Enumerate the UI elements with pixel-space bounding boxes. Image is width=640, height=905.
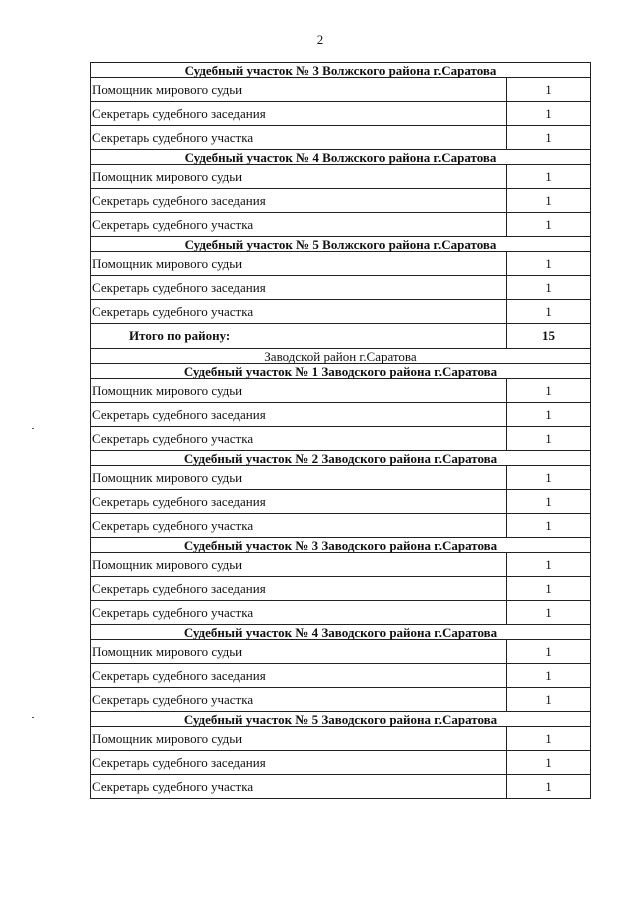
table-row: [91, 601, 591, 625]
table-row: [91, 379, 591, 403]
section-header-row: [91, 63, 591, 78]
total-value: 15: [507, 324, 591, 349]
page-number: 2: [316, 32, 324, 47]
section-title: Судебный участок № 3 Заводского района г.Саратова: [91, 538, 591, 553]
section-title: Судебный участок № 4 Волжского района г.Саратова: [91, 150, 591, 165]
table-row: [91, 577, 591, 601]
position-name: Секретарь судебного заседания: [91, 102, 507, 126]
position-name: Помощник мирового судьи: [91, 553, 507, 577]
position-name: Секретарь судебного заседания: [91, 577, 507, 601]
position-name: Помощник мирового судьи: [91, 252, 507, 276]
table-row: [91, 276, 591, 300]
position-name: Помощник мирового судьи: [91, 466, 507, 490]
position-count: 1: [507, 775, 591, 799]
table-row: [91, 165, 591, 189]
district-header-row: [91, 349, 591, 364]
table-row: [91, 553, 591, 577]
position-name: Секретарь судебного участка: [91, 427, 507, 451]
position-name: Секретарь судебного участка: [91, 688, 507, 712]
position-count: 1: [507, 490, 591, 514]
table-row: [91, 102, 591, 126]
position-count: 1: [507, 78, 591, 102]
position-name: Секретарь судебного заседания: [91, 751, 507, 775]
position-count: 1: [507, 189, 591, 213]
scan-mark: [32, 428, 34, 429]
position-name: Помощник мирового судьи: [91, 727, 507, 751]
section-title: Судебный участок № 5 Волжского района г.Саратова: [91, 237, 591, 252]
position-name: Помощник мирового судьи: [91, 165, 507, 189]
section-header-row: [91, 150, 591, 165]
scan-mark: [32, 717, 34, 718]
position-name: Секретарь судебного участка: [91, 213, 507, 237]
position-count: 1: [507, 126, 591, 150]
section-header-row: [91, 538, 591, 553]
position-name: Секретарь судебного участка: [91, 775, 507, 799]
position-count: 1: [507, 466, 591, 490]
position-count: 1: [507, 213, 591, 237]
position-count: 1: [507, 577, 591, 601]
section-title: Судебный участок № 3 Волжского района г.Саратова: [91, 63, 591, 78]
table-row: [91, 775, 591, 799]
position-name: Секретарь судебного заседания: [91, 189, 507, 213]
position-count: 1: [507, 403, 591, 427]
position-count: 1: [507, 553, 591, 577]
table-row: [91, 688, 591, 712]
table-row: [91, 427, 591, 451]
staff-table: [90, 62, 591, 799]
table-row: [91, 751, 591, 775]
table-row: [91, 466, 591, 490]
table-row: [91, 640, 591, 664]
position-name: Секретарь судебного заседания: [91, 403, 507, 427]
position-count: 1: [507, 276, 591, 300]
table-row: [91, 727, 591, 751]
total-row: [91, 324, 591, 349]
position-count: 1: [507, 427, 591, 451]
table-row: [91, 252, 591, 276]
position-count: 1: [507, 165, 591, 189]
section-title: Судебный участок № 2 Заводского района г.Саратова: [91, 451, 591, 466]
position-name: Помощник мирового судьи: [91, 640, 507, 664]
section-title: Судебный участок № 1 Заводского района г.Саратова: [91, 364, 591, 379]
position-count: 1: [507, 252, 591, 276]
position-count: 1: [507, 300, 591, 324]
table-row: [91, 664, 591, 688]
table-row: [91, 514, 591, 538]
section-header-row: [91, 364, 591, 379]
district-title: Заводской район г.Саратова: [91, 349, 591, 364]
section-title: Судебный участок № 5 Заводского района г.Саратова: [91, 712, 591, 727]
position-count: 1: [507, 102, 591, 126]
position-count: 1: [507, 727, 591, 751]
section-header-row: [91, 237, 591, 252]
section-title: Судебный участок № 4 Заводского района г.Саратова: [91, 625, 591, 640]
staff-table-body: [91, 63, 591, 799]
position-name: Секретарь судебного участка: [91, 126, 507, 150]
position-name: Помощник мирового судьи: [91, 379, 507, 403]
table-row: [91, 403, 591, 427]
position-name: Секретарь судебного участка: [91, 601, 507, 625]
position-name: Секретарь судебного заседания: [91, 664, 507, 688]
section-header-row: [91, 712, 591, 727]
position-name: Секретарь судебного участка: [91, 300, 507, 324]
position-count: 1: [507, 601, 591, 625]
position-count: 1: [507, 751, 591, 775]
position-name: Секретарь судебного заседания: [91, 276, 507, 300]
table-row: [91, 189, 591, 213]
position-count: 1: [507, 664, 591, 688]
table-row: [91, 78, 591, 102]
position-name: Секретарь судебного заседания: [91, 490, 507, 514]
table-row: [91, 213, 591, 237]
section-header-row: [91, 451, 591, 466]
position-name: Помощник мирового судьи: [91, 78, 507, 102]
section-header-row: [91, 625, 591, 640]
position-name: Секретарь судебного участка: [91, 514, 507, 538]
position-count: 1: [507, 379, 591, 403]
total-label: Итого по району:: [91, 324, 507, 349]
table-row: [91, 490, 591, 514]
position-count: 1: [507, 640, 591, 664]
position-count: 1: [507, 514, 591, 538]
table-row: [91, 300, 591, 324]
table-row: [91, 126, 591, 150]
position-count: 1: [507, 688, 591, 712]
